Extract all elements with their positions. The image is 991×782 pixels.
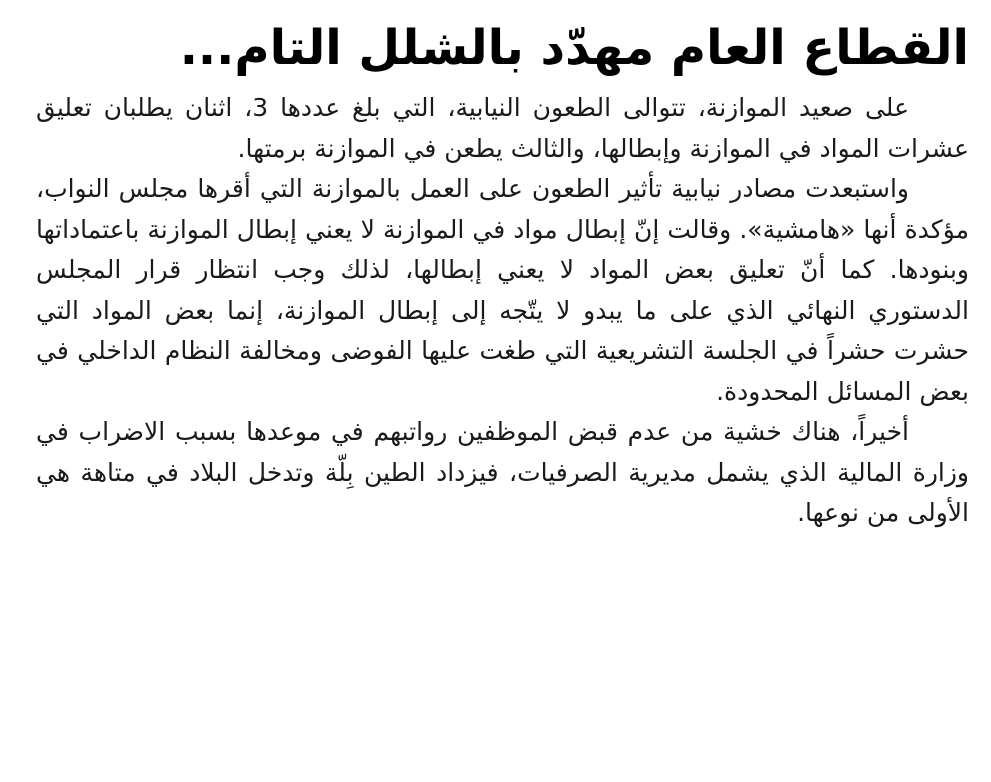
article-headline: القطاع العام مهدّد بالشلل التام... (179, 20, 969, 76)
article-paragraph-1: على صعيد الموازنة، تتوالى الطعون النيابية، التي بلغ عددها 3، اثنان يطلبان تعليق عشرات المواد في الموازنة وإبطالها، والثالث يطعن في الموازنة برمتها. (36, 93, 969, 163)
article-paragraph-3: أخيراً، هناك خشية من عدم قبض الموظفين رواتبهم في موعدها بسبب الاضراب في وزارة المالية الذي يشمل مديرية الصرفيات، فيزداد الطين بِلّة وتدخل البلاد في متاهة هي الأولى من نوعها. (36, 417, 969, 527)
article-paragraph-2: واستبعدت مصادر نيابية تأثير الطعون على العمل بالموازنة التي أقرها مجلس النواب، مؤكدة أنها «هامشية». وقالت إنّ إبطال مواد في الموازنة لا يعني إبطال الموازنة باعتماداتها وبنودها. كما أنّ تعليق بعض المواد لا يعني إبطالها، لذلك وجب انتظار قرار المجلس الدستوري النهائي الذي على ما يبدو لا يتّجه إلى إبطال الموازنة، إنما بعض المواد التي حشرت حشراً في الجلسة التشريعية التي طغت عليها الفوضى ومخالفة النظام الداخلي في بعض المسائل المحدودة. (36, 174, 969, 406)
